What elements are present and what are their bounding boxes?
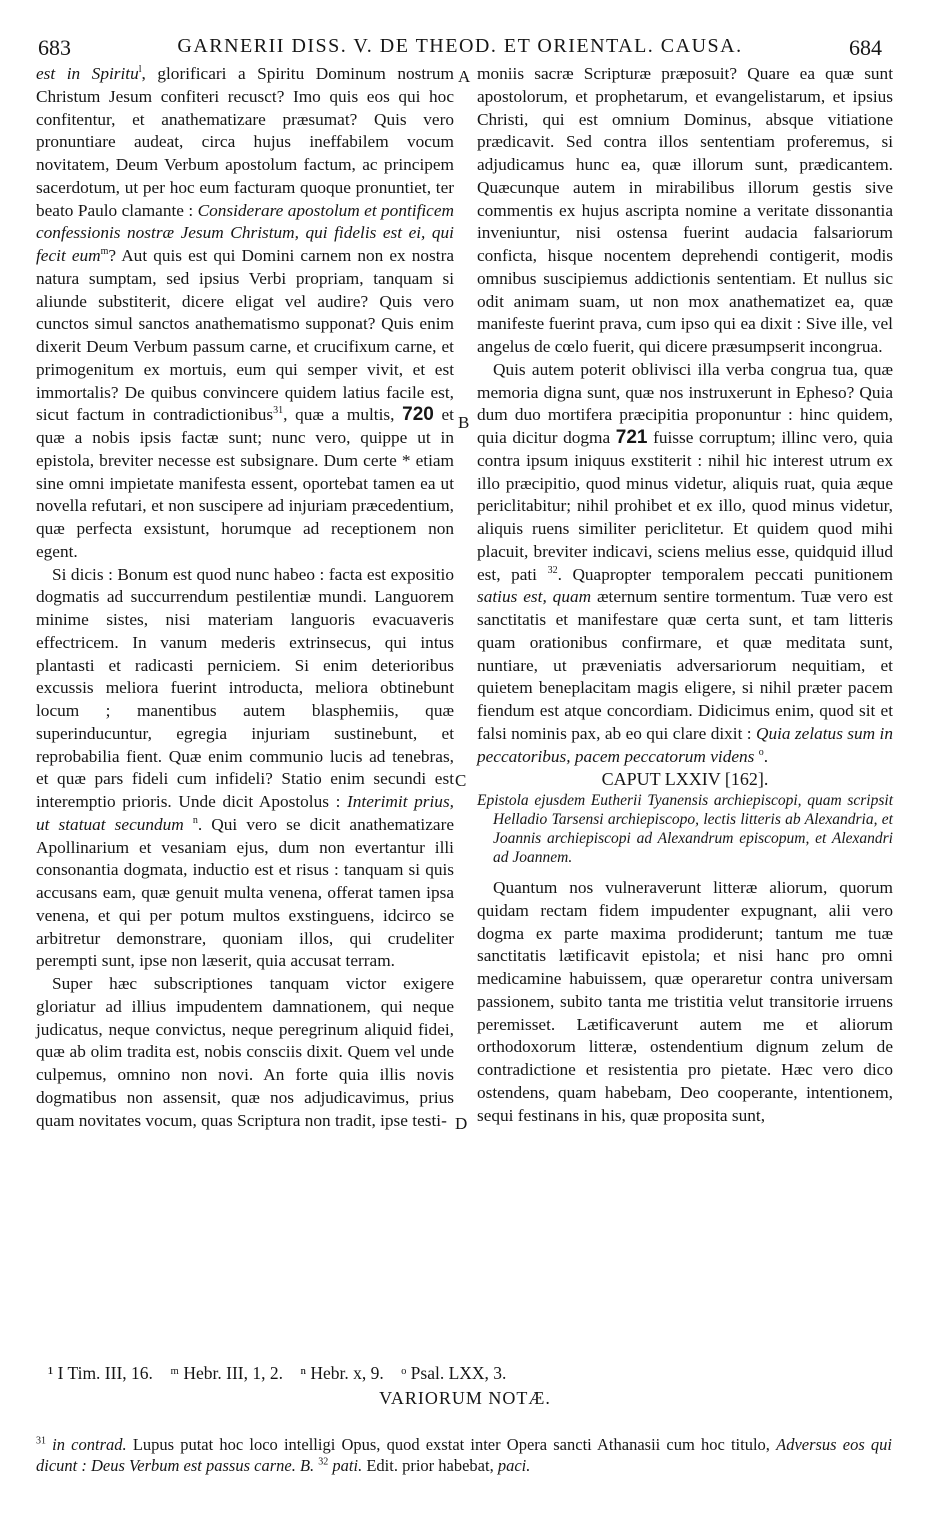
paragraph: Super hæc subscriptiones tanquam victor exigere gloriatur ad illius impudentem damnationem, qui neque judicatus, neque convictus, neque peregrinum aliquid fidei, quæ ab olim tradita est, nobis consciis dixit. Quem vel unde culpemus, omnino non novi. An forte quia illis novis dogmatibus non assensit, quæ nos adjudicavimus, prius quam novitates vocum, quas Scriptura non tradit, ipse testi- <box>36 974 454 1130</box>
paragraph: moniis sacræ Scripturæ præposuit? Quare ea quæ sunt apostolorum, et prophetarum, et evangelistarum, et ipsius Christi, qui est omnium Dominus, absque vitiatione prædicavit. Sed contra illos sententiam proferemus, si adjudicamus hunc ea, quæ illorum sunt, prædicantem. Quæcunque autem in mirabilibus illorum gestis sive commentis ex hujus ascripta nomine a veritate dissonantia inveniuntur, nisi ostensa fuerint audacia falsariorum conficta, hisque nocentem deprehendi contigerit, modis omnibus suscipiemus addictionis sententiam. Et nullus sic odit animam suam, ut non mox anathematizet ea, quæ manifeste fuerint prava, cum ipso qui ea dixit : Sive ille, vel angelus de cœlo fuerit, qui dicere præsumpserit incongrua. <box>477 64 893 356</box>
running-header <box>38 35 882 63</box>
left-page-number: 683 <box>38 35 71 60</box>
column-number: 720 <box>402 404 434 426</box>
italic-text: est in Spiritu <box>36 64 139 83</box>
footnote-mark: 31 <box>36 1435 46 1447</box>
variorum-footnote <box>36 1434 892 1476</box>
text: . Qui vero se dicit anathematizare Apollinarium et vesaniam ejus, dum non evertantur illi consonantia dogmata, inductio est et risus : tanquam si quis accusans eam, quæ genuit multa venena, offerat tamen ipsa venena, et qui per potum multos exstinguens, idcirco se arbitretur demonstrare, quoniam illos, qui crudeliter perempti sunt, ipse non læserit, quia accusat terram. <box>36 814 454 971</box>
text: Si dicis : Bonum est quod nunc habeo : facta est expositio dogmatis ad succurrendum pestilentiæ mundi. Languorem minime sistes, nisi materiam languoris evacuaveris effectricem. In vanum mederis extrinsecus, qui intus plantasti et radicasti perniciem. Si enim deterioribus excussis meliora fuerint introducta, meliora obtinebunt locum ; manentibus autem blasphemiis, quæ superinducuntur, egregia injuriam sustinebunt, et reprobabilia fient. Quæ enim communio lucis ad tenebras, et quæ pars fideli cum infideli? Statio enim secundi est interemptio prioris. Unde dicit Apostolus : <box>36 564 454 811</box>
text: ? Aut quis est qui Domini carnem non ex nostra natura sumptam, sed ipsius Verbi propriam, tanquam si aliunde substiterit, dicere eligat vel audire? Quis vero cunctos simul sanctos anathematismo supponat? Quis enim dixerit Deum Verbum passum carne, et crucifixum carne, et primogenitum ex mortuis, eum qui semper vivit, et est immortalis? De quibus convincere quidem latius facile est, sicut factum in contradictionibus <box>36 246 454 425</box>
chapter-heading: CAPUT LXXIV [162]. <box>601 769 769 790</box>
paragraph: Quantum nos vulneraverunt litteræ aliorum, quorum quidam rectam fidem impudenter expugnant, alii vero dogma ex parte maxima prodiderunt; tantum me tuæ sanctitatis lætificavit epistola; et nisi hanc pro omni medicamine habuissem, quæ operaretur contra universam passionem, subito tanta me tristitia velut transitorie irruens peremisset. Lætificaverunt autem me et aliorum orthodoxorum litteræ, ostendentium dignum zelum de contradictione et resistentia pro pietate. Hæc vero dico ostendens, quam habebam, Deo cooperante, intentionem, sequi festinans in his, quæ proposita sunt, <box>477 878 893 1125</box>
italic-text: satius est, quam <box>477 587 592 607</box>
paragraph <box>36 564 454 974</box>
right-page-number: 684 <box>849 35 882 60</box>
paragraph <box>36 63 454 564</box>
chapter-summary: Epistola ejusdem Eutherii Tyanensis archiepiscopi, quam scripsit Helladio Tarsensi archiepiscopo, lectis litteris ab Alexandria, et Joannis archiepiscopi ad Alexandrum episcopum, et Alexandri ad Joannem. <box>477 792 893 866</box>
italic-text: pati. <box>332 1456 363 1475</box>
text: , quæ a multis, <box>283 405 395 425</box>
italic-text: Adversus eos qui dicunt : Deus Verbum est passus carne. B. <box>36 1435 893 1475</box>
footnote-ref: 32 <box>547 564 558 576</box>
text: , glorificari a Spiritu Dominum nostrum Christum Jesum confiteri recusct? Imo quis eos qui hoc confitentur, et anathematizare præsumat? Quis vero pronuntiare audeat, circa hujus ineffabilem vocum novitatem, Deum Verbum apostolum factum, ac principem sacerdotum, ut per hoc eum facturam quoque pronuntiet, ter beato Paulo clamante : <box>36 64 454 220</box>
text: Lupus putat hoc loco intelligi Opus, quod exstat inter Opera sancti Athanasii cum hoc titulo, <box>132 1435 770 1454</box>
scripture-quote: Interimit prius, ut statuat secundum <box>36 792 454 834</box>
italic-text: in contrad. <box>52 1435 127 1454</box>
scripture-quote: Considerare apostolum et pontificem confessionis nostræ Jesum Christum, qui fidelis est ei, qui fecit eum <box>36 200 454 265</box>
margin-letter-a: A <box>458 67 471 86</box>
left-column <box>36 63 454 1132</box>
footnote-ref: 31 <box>273 405 284 417</box>
text: fuisse corruptum; illinc vero, quia contra ipsum iniquus exstiterit : nihil hic interest utrum ex illo præcipitio, quod minus videtur, aliquis ruat, quia æque periclitabitur; nihil prohibet et ex illo, quod minus videtur, aliquis ruens similiter periclitetur. Et quidem quod mihi placuit, breviter indicavi, sciens melius esse, quidquid illud est, pati <box>477 428 893 584</box>
margin-letter-b: B <box>458 413 470 432</box>
paragraph <box>477 359 893 769</box>
footnote-ref: n <box>192 814 198 826</box>
text: et quæ a nobis ipsis factæ sunt; nunc vero, quippe ut in epistola, breviter necesse est subsignare. Dum certe * etiam sine omni impietate manifesta essent, oportebat tamen ea ut novella refutari, et non suscipere ad injuriam præcedentium, quæ perfecta exsistunt, horumque ad receptionem non egent. <box>36 405 454 561</box>
footnote-ref: l <box>138 64 142 76</box>
footnote-ref: o <box>758 746 764 758</box>
variorum-notes-heading: VARIORUM NOTÆ. <box>379 1388 551 1408</box>
column-number: 721 <box>615 427 648 448</box>
footnote-ref: m <box>100 246 109 258</box>
scripture-references: ¹ I Tim. III, 16. ᵐ Hebr. III, 1, 2. ⁿ Hebr. x, 9. ᵒ Psal. LXX, 3. <box>48 1363 507 1383</box>
italic-text: paci. <box>497 1456 531 1475</box>
text: . Quapropter temporalem peccati punitionem <box>557 564 893 584</box>
margin-letter-c: C <box>455 771 467 790</box>
running-title: GARNERII DISS. V. DE THEOD. ET ORIENTAL. CAUSA. <box>177 35 743 57</box>
margin-letter-d: D <box>455 1114 468 1133</box>
right-column <box>477 63 893 1127</box>
footnote-mark: 32 <box>318 1456 329 1468</box>
text: Edit. prior habebat, <box>366 1456 494 1475</box>
text: æternum sentire tormentum. Tuæ vero est sanctitatis et manifestare quæ certa sunt, et tam litteris quam orationibus confirmare, et quæ meditata sunt, nuntiare, ut præveniatis adversariorum nequitiam, et quietem beneplacitam magis eligere, si nihil præter pacem fiendum est atque concordiam. Didicimus enim, quod sit et falsi nominis pax, ab eo qui clare dixit : <box>477 587 893 743</box>
text: Quis autem poterit oblivisci illa verba congrua tua, quæ memoria digna sunt, quæ nos instruxerunt in Epheso? Quia dum duo mortifera præcipitia proponuntur : hinc quidem, quia dicitur dogma <box>477 359 893 447</box>
text: . <box>763 746 769 766</box>
scripture-quote: Quia zelatus sum in peccatoribus, pacem peccatorum videns <box>477 723 893 766</box>
